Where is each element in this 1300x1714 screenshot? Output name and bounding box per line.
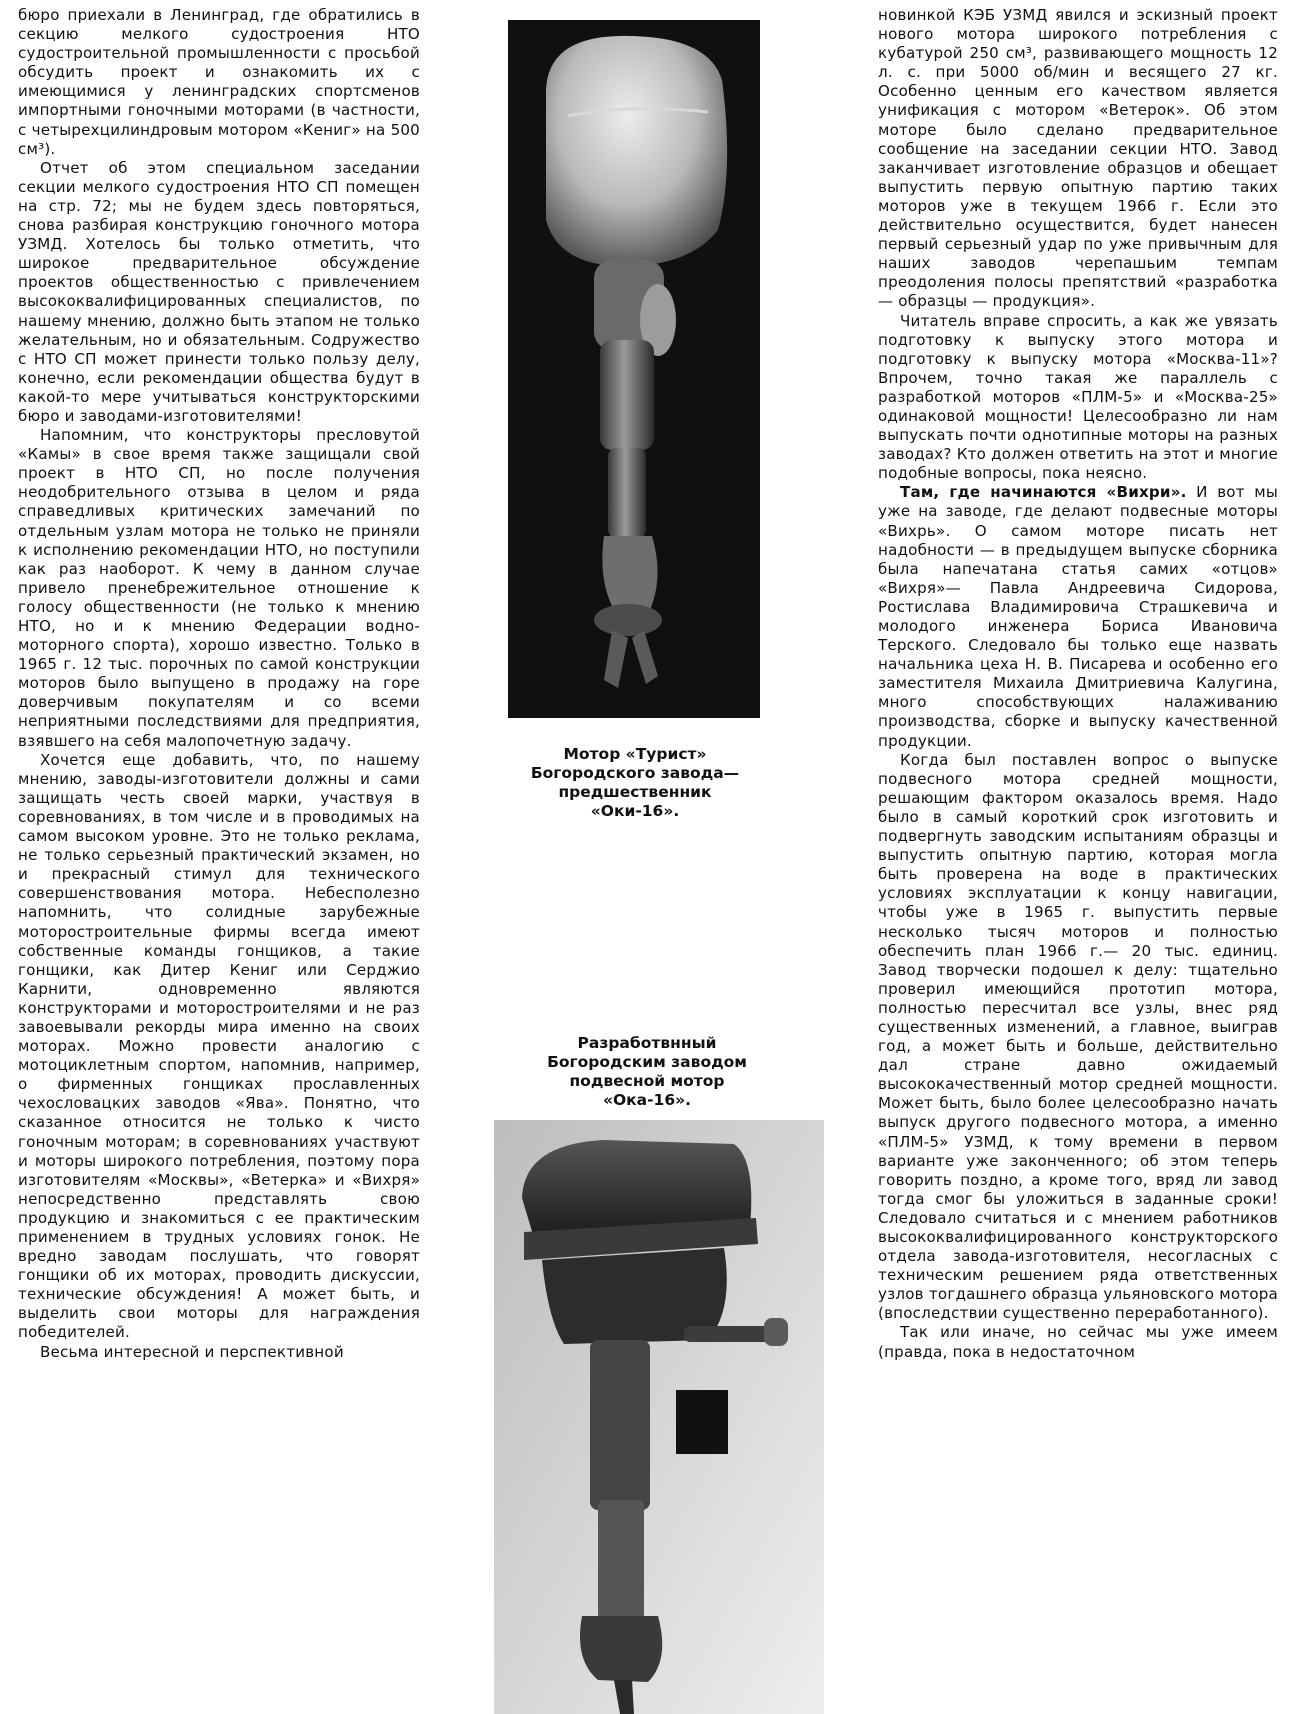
right-text-column [878, 6, 1278, 1362]
paragraph: Отчет об этом специальном заседании секции мелкого судостроения НТО СП помещен на стр. 72; мы не будем здесь повторяться, снова разбирая конструкцию гоночного мотора УЗМД. Хотелось бы только отметить, что широкое предварительное обсуждение проектов общественностью с привлечением высококвалифицированных специалистов, по нашему мнению, должно быть этапом не только желательным, но и обязательным. Содружество с НТО СП может принести только пользу делу, конечно, если рекомендации общества будут в какой-то мере учитываться конструкторскими бюро и заводами-изготовителями! [18, 158, 420, 425]
turist-caption: Мотор «Турист» Богородского завода—предшественник «Оки-16». [530, 745, 740, 820]
outboard-motor-image [508, 20, 760, 718]
paragraph: Хочется еще добавить, что, по нашему мнению, заводы-изготовители должны и сами защищать честь своей марки, участвуя в соревнованиях, в том числе и в проводимых на самом высоком уровне. Это не только реклама, не только серьезный практический экзамен, но и прекрасный стимул для технического совершенствования мотора. Небесполезно напомнить, что солидные зарубежные моторостроительные фирмы всегда имеют собственные команды гонщиков, а такие гонщики, как Дитер Кениг или Серджио Карнити, одновременно являются конструкторами и моторостроителями и не раз завоевывали рекорды мира именно на своих моторах. Можно провести аналогию с мотоциклетным спортом, напомнив, например, о фирменных гонщиках прославленных чехословацких заводов «Ява». Понятно, что сказанное относится не только к чисто гоночным моторам; в соревнованиях участвуют и моторы широкого потребления, поэтому пора изготовителям «Москвы», «Ветерка» и «Вихря» непосредственно представлять свою продукцию и знакомиться с ее практическим применением в трудных условиях гонок. Не вредно заводам послушать, что говорят гонщики об их моторах, проводить дискуссии, технические обсуждения! А может быть, и выделить свои моторы для награждения победителей. [18, 750, 420, 1342]
oka-16-motor-photo [494, 1120, 824, 1714]
paragraph: Когда был поставлен вопрос о выпуске подвесного мотора средней мощности, решающим фактором оказалось время. Надо было в самый короткий срок изготовить и подвергнуть заводским испытаниям образцы и выпустить опытную партию, которая могла быть проверена на воде в практических условиях эксплуатации к концу навигации, чтобы уже в 1965 г. выпустить первые несколько тысяч моторов и полностью обеспечить план 1966 г.— 20 тыс. единиц. Завод творчески подошел к делу: тщательно проверил имеющийся прототип мотора, полностью пересчитал все узлы, внес ряд существенных изменений, а главное, выиграв год, а может быть и больше, действительно дал стране давно ожидаемый высококачественный мотор средней мощности. Может быть, было более целесообразно начать выпуск другого подвесного мотора, а именно «ПЛМ-5» УЗМД, к тому времени в первом варианте уже законченного; об этом теперь говорить поздно, а кроме того, вряд ли завод тогда смог бы уложиться в заданные сроки! Следовало считаться и с мнением работников высококвалифицированного конструкторского отдела завода-изготовителя, несогласных с техническим решением ряда ответственных узлов тогдашнего образца ульяновского мотора (впоследствии существенно переработанного). [878, 750, 1278, 1323]
section-runin-heading: Там, где начинаются «Вихри». [900, 483, 1187, 502]
paragraph: бюро приехали в Ленинград, где обратились в секцию мелкого судостроения НТО судостроительной промышленности с просьбой обсудить проект и ознакомить их с имеющимися у ленинградских спортсменов импортными гоночными моторами (в частности, с четырехцилиндровым мотором «Кениг» на 500 см³). [18, 6, 420, 158]
left-text-column [18, 6, 420, 1362]
paragraph-body: И вот мы уже на заводе, где делают подвесные моторы «Вихрь». О самом моторе писать нет надобности — в предыдущем выпуске сборника была напечатана статья самих «отцов» «Вихря»— Павла Андреевича Сидорова, Ростислава Владимировича Страшкевича и молодого инженера Бориса Ивановича Терского. Следовало бы только еще назвать начальника цеха Н. В. Писарева и особенно его заместителя Михаила Дмитриевича Калугина, много способствующих налаживанию производства, сборке и выпуску качественной продукции. [878, 483, 1279, 750]
paragraph: Так или иначе, но сейчас мы уже имеем (правда, пока в недостаточном [878, 1323, 1278, 1361]
paragraph: Читатель вправе спросить, а как же увязать подготовку к выпуску этого мотора и подготовку к выпуску мотора «Москва-11»? Впрочем, точно такая же параллель с разработкой моторов «ПЛМ-5» и «Москва-25» одинаковой мощности! Целесообразно ли нам выпускать почти однотипные моторы на разных заводах? Кто должен ответить на этот и многие подобные вопросы, пока неясно. [878, 311, 1278, 483]
outboard-motor-image [494, 1120, 824, 1714]
paragraph [878, 483, 1278, 750]
paragraph: Весьма интересной и перспективной [40, 1342, 344, 1361]
turist-motor-photo [508, 20, 760, 718]
paragraph: Напомним, что конструкторы пресловутой «Камы» в свое время также защищали свой проект в НТО СП, но после получения неодобрительного отзыва в целом и ряда справедливых критических замечаний по отдельным узлам мотора не только не приняли к исполнению рекомендации НТО, но поступили как раз наоборот. К чему в данном случае привело пренебрежительное отношение к голосу общественности (не только к мнению НТО, но и к мнению Федерации водно-моторного спорта), хорошо известно. Только в 1965 г. 12 тыс. порочных по самой конструкции моторов было выпущено в продажу на горе доверчивым покупателям и со всеми неприятными последствиями для предприятия, взявшего на себя малопочетную задачу. [18, 426, 420, 750]
paragraph: новинкой КЭБ УЗМД явился и эскизный проект нового мотора широкого потребления с кубатурой 250 см³, развивающего мощность 12 л. с. при 5000 об/мин и весящего 27 кг. Особенно ценным его качеством является унификация с мотором «Ветерок». Об этом моторе было сделано предварительное сообщение на заседании секции НТО. Завод заканчивает изготовление образцов и обещает выпустить первую опытную партию таких моторов уже в текущем 1966 г. Если это действительно осуществится, будет нанесен первый серьезный удар по уже привычным для наших заводов черепашьим темпам преодоления полосы препятствий «разработка — образцы — продукция». [878, 6, 1278, 311]
oka-caption: Разработвнный Богородским заводом подвесной мотор «Ока-16». [547, 1034, 747, 1109]
